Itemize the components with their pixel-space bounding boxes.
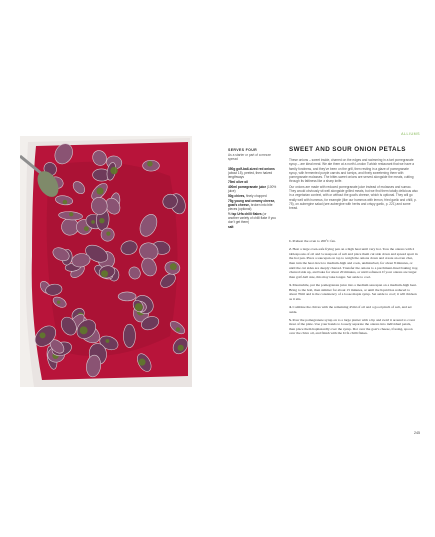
ingredient-note: finely chopped: [245, 194, 267, 198]
ingredient-item: [228, 212, 278, 224]
chive-oil-drop-shape: [176, 327, 180, 331]
ingredient-quantity: 75ml olive oil: [228, 180, 249, 184]
method-steps: [289, 239, 418, 340]
ingredient-quantity: salt: [228, 225, 234, 229]
method-step: [289, 305, 418, 314]
method-step: [289, 283, 418, 301]
chive-oil-drop-shape: [39, 332, 45, 338]
step-text: Pour the pomegranate syrup on to a large platter with a lip and swirl it around to cover most of the plate. Use your hands to loosely separate the onions into individual petals, then place them haphazardly over the syrup. Dot over the goat's cheese, if using, spoon over the chive oil, and finish with the Urfa chilli flakes.: [289, 317, 416, 336]
onion-petal-shape: [123, 324, 135, 347]
step-text: Preheat the oven to 200ºC fan.: [292, 239, 336, 243]
step-number: 2.: [289, 247, 293, 252]
ingredients-list: [228, 167, 278, 230]
chive-oil-drop-shape: [106, 232, 110, 236]
onion-petal-shape: [118, 292, 136, 301]
intro-paragraph: Our onions are made with reduced pomegranate juice instead of molasses and sumac. They would obviously sit well alongside grilled meats, but we find them totally delicious also in a vegetarian context, with or without the goat's cheese, which is optional. They will go really well with hummus, for example (like our hummus with lemon, fried garlic and chilli, p. 75), on aubergine salad (see aubergine with herbs and crispy garlic, p. 221) and some bread.: [289, 184, 418, 211]
chive-oil-drop-shape: [138, 359, 145, 366]
ingredient-quantity: 350g golf-ball-sized red onions: [228, 167, 275, 171]
recipe-intro: [289, 158, 418, 212]
ingredient-item: [228, 167, 278, 179]
ingredient-note: (100% juice): [228, 185, 277, 193]
recipe-title: SWEET AND SOUR ONION PETALS: [289, 146, 406, 153]
serves-subtitle: As a starter or part of a mezze spread: [228, 153, 271, 161]
onion-petals-illustration: [20, 136, 192, 387]
chive-oil-drop-shape: [178, 345, 184, 351]
chive-oil-drop-shape: [96, 187, 103, 194]
method-step: [289, 247, 418, 279]
ingredient-quantity: 75g young and creamy cheese, goat's cheese,: [228, 199, 276, 207]
ingredient-quantity: 50g chives,: [228, 194, 246, 198]
ingredient-item: [228, 199, 278, 211]
chive-oil-drop-shape: [84, 226, 89, 231]
chive-oil-drop-shape: [63, 200, 68, 205]
ingredient-note: broken into bite pieces (optional): [228, 203, 273, 211]
serves-block: [228, 148, 278, 161]
chive-oil-drop-shape: [170, 263, 177, 270]
step-number: 3.: [289, 282, 293, 287]
step-text: Meanwhile, put the pomegranate juice into a medium saucepan on a medium-high heat. Bring to the boil, then simmer for about 15 minutes, or until the liquid has reduced to about 70ml and is the consistency of a loose maple syrup. Set aside to cool; it will thicken as it sits.: [289, 282, 417, 301]
chive-oil-drop-shape: [135, 303, 143, 311]
step-number: 1.: [289, 239, 293, 243]
ingredient-quantity: 400ml pomegranate juice: [228, 185, 267, 189]
chive-oil-drop-shape: [106, 339, 110, 343]
page-number: 245: [414, 431, 420, 435]
serves-heading: SERVES FOUR: [228, 148, 257, 152]
method-step: [289, 239, 418, 244]
method-step: [289, 318, 418, 336]
ingredient-note: (or another variety of chilli flake if you don't get them): [228, 212, 276, 224]
step-text: Heat a large oven-safe frying pan on a high heat until very hot. Toss the onions with 2 tablespoons of oil and ¼ teaspoon of salt and place them cut side down and spread apart in the hot pan. Place a saucepan on top to weigh the onions down and create an even char, then turn the heat down to medium-high and cook, undisturbed, for about 8 minutes, or until the cut sides are deeply charred. Transfer the onions to a parchment-lined baking tray, charred side up, and bake for about 20 minutes, or until softened. If your onions are larger than golf-ball size, this may take longer. Set aside to cool.: [289, 247, 418, 279]
chive-oil-drop-shape: [91, 220, 95, 224]
dish-photo: [20, 136, 192, 387]
chive-oil-drop-shape: [69, 212, 73, 216]
step-number: 5.: [289, 317, 293, 322]
chive-oil-drop-shape: [101, 270, 108, 277]
ingredient-item: [228, 194, 278, 198]
ingredient-quantity: ½ tsp Urfa chilli flakes: [228, 212, 262, 216]
ingredient-item: [228, 185, 278, 193]
ingredient-item: [228, 180, 278, 184]
chive-oil-drop-shape: [80, 326, 88, 334]
chive-oil-drop-shape: [57, 301, 60, 304]
step-number: 4.: [289, 304, 293, 309]
intro-paragraph: These onions – sweet inside, charred on the edges and swimming in a tart pomegranate syrup – are ideal meal. We ate them at a north London Turkish restaurant that we have a family fondness, and they've been on the grill, then resting in a glaze of pomegranate syrup, with fermented purple carrots and turnips, and finely sweetening them with pomegranate molasses. The bitter-sweet onions are served alongside the meats, cutting through its fattiness like a sharp knife.: [289, 158, 415, 184]
chive-oil-drop-shape: [147, 161, 152, 166]
chive-oil-drop-shape: [110, 167, 117, 174]
chive-oil-drop-shape: [99, 218, 104, 223]
ingredient-item: [228, 225, 278, 229]
section-label: ALLIUMS: [401, 132, 420, 136]
step-text: Combine the chives with the remaining 45ml of oil and a good pinch of salt, and set aside.: [289, 304, 412, 314]
ingredient-note: (about 15), peeled, then halved lengthways: [228, 171, 273, 179]
